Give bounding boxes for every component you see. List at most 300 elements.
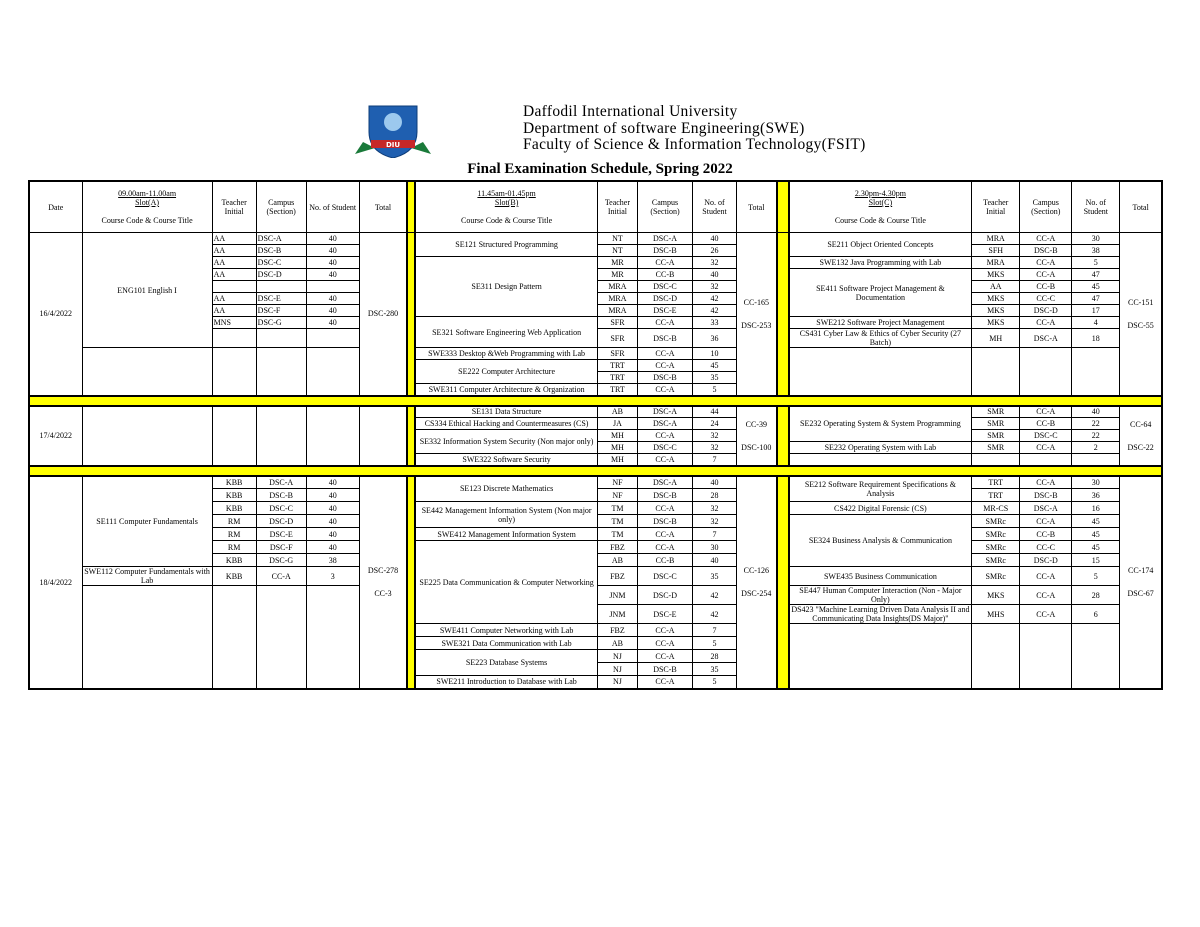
teacher-initial: RM (212, 528, 256, 541)
schedule-row (29, 233, 1162, 245)
teacher-initial: SMRc (972, 515, 1020, 528)
student-count: 30 (1072, 233, 1120, 245)
campus-section: CC-A (1020, 269, 1072, 281)
empty-cell (1020, 624, 1072, 689)
campus-section: CC-A (637, 360, 692, 372)
teacher-initial: AA (212, 305, 256, 317)
campus-section: DSC-B (256, 245, 306, 257)
empty-cell (82, 586, 212, 689)
separator (777, 406, 789, 466)
student-count: 40 (306, 305, 359, 317)
teacher-initial: MNS (212, 317, 256, 329)
course-title: SWE311 Computer Architecture & Organization (415, 384, 597, 396)
campus-section (256, 281, 306, 293)
student-count: 24 (693, 418, 737, 430)
campus-section: CC-B (1020, 418, 1072, 430)
campus-section: DSC-E (637, 605, 692, 624)
teacher-initial: RM (212, 541, 256, 554)
student-count: 40 (306, 489, 359, 502)
student-count: 40 (306, 269, 359, 281)
campus-section: DSC-D (256, 269, 306, 281)
empty-cell (972, 348, 1020, 396)
empty-cell (789, 624, 972, 689)
teacher-initial: NJ (597, 650, 637, 663)
empty-cell (1072, 624, 1120, 689)
teacher-initial: TM (597, 515, 637, 528)
teacher-initial: KBB (212, 489, 256, 502)
teacher-initial: TM (597, 528, 637, 541)
teacher-initial: SMR (972, 406, 1020, 418)
teacher-initial: NJ (597, 676, 637, 689)
campus-section: DSC-A (1020, 329, 1072, 348)
teacher-initial: AA (212, 269, 256, 281)
student-count: 7 (693, 528, 737, 541)
campus-section: CC-A (1020, 605, 1072, 624)
teacher-initial: NT (597, 245, 637, 257)
course-title: SWE112 Computer Fundamentals with Lab (82, 567, 212, 586)
campus-section: DSC-B (637, 329, 692, 348)
teacher-initial: MKS (972, 293, 1020, 305)
student-count: 7 (693, 454, 737, 466)
campus-section: DSC-C (637, 281, 692, 293)
course-title: SWE412 Management Information System (415, 528, 597, 541)
campus-section: CC-C (1020, 293, 1072, 305)
teacher-initial: AA (212, 233, 256, 245)
empty-cell (306, 586, 359, 689)
student-count: 32 (693, 442, 737, 454)
empty-cell (82, 348, 212, 396)
student-count: 40 (306, 541, 359, 554)
student-count: 35 (693, 663, 737, 676)
course-title: SWE322 Software Security (415, 454, 597, 466)
teacher-initial: AA (212, 293, 256, 305)
course-title: SWE132 Java Programming with Lab (789, 257, 972, 269)
teacher-initial: SMR (972, 418, 1020, 430)
teacher-initial: JA (597, 418, 637, 430)
campus-section: DSC-B (1020, 489, 1072, 502)
header-row (29, 181, 1162, 233)
student-count: 40 (693, 476, 737, 489)
teacher-initial: SMR (972, 442, 1020, 454)
student-count: 2 (1072, 442, 1120, 454)
student-count: 32 (693, 257, 737, 269)
teacher-initial: KBB (212, 567, 256, 586)
empty-cell (306, 406, 359, 466)
teacher-initial: MRA (597, 293, 637, 305)
course-title: ENG101 English I (82, 233, 212, 348)
student-count: 35 (693, 372, 737, 384)
campus-section: DSC-B (637, 663, 692, 676)
separator (777, 233, 789, 396)
schedule-row (29, 476, 1162, 489)
teacher-initial: MRA (972, 257, 1020, 269)
student-count: 18 (1072, 329, 1120, 348)
department-name: Department of software Engineering(SWE) (523, 119, 805, 137)
faculty-name: Faculty of Science & Information Technology(FSIT) (523, 136, 866, 153)
teacher-initial: JNM (597, 586, 637, 605)
slot-header: 09.00am-11.00am Slot(A) Course Code & Course Title (82, 181, 212, 233)
campus-section: DSC-A (637, 476, 692, 489)
teacher-initial: NF (597, 489, 637, 502)
student-count: 40 (693, 554, 737, 567)
course-title: SWE333 Desktop &Web Programming with Lab (415, 348, 597, 360)
student-count: 45 (1072, 528, 1120, 541)
slot-header: 11.45am-01.45pm Slot(B) Course Code & Course Title (415, 181, 597, 233)
student-count: 35 (693, 567, 737, 586)
slot-total: CC-39 DSC-100 (737, 406, 777, 466)
teacher-initial: TRT (972, 476, 1020, 489)
separator (407, 406, 415, 466)
teacher-initial: MH (597, 454, 637, 466)
campus-section: CC-A (637, 502, 692, 515)
student-count: 45 (1072, 541, 1120, 554)
campus-section: DSC-E (256, 293, 306, 305)
campus-section: DSC-B (637, 245, 692, 257)
teacher-initial: FBZ (597, 567, 637, 586)
teacher-initial: MKS (972, 269, 1020, 281)
empty-cell (306, 348, 359, 396)
date-header: Date (29, 181, 82, 233)
course-title: SWE411 Computer Networking with Lab (415, 624, 597, 637)
campus-section: DSC-B (637, 515, 692, 528)
campus-section: DSC-E (256, 528, 306, 541)
teacher-initial: TRT (597, 360, 637, 372)
course-title: SE324 Business Analysis & Communication (789, 515, 972, 567)
course-title: CS422 Digital Forensic (CS) (789, 502, 972, 515)
student-count: 42 (693, 305, 737, 317)
students-header: No. of Student (306, 181, 359, 233)
slot-total: CC-126 DSC-254 (737, 476, 777, 689)
schedule-row (29, 348, 1162, 360)
teacher-initial: MRA (597, 305, 637, 317)
student-count: 32 (693, 430, 737, 442)
student-count: 38 (306, 554, 359, 567)
teacher-initial: TRT (597, 384, 637, 396)
teacher-initial: AA (972, 281, 1020, 293)
teacher-initial: MKS (972, 586, 1020, 605)
course-title: CS431 Cyber Law & Ethics of Cyber Security (27 Batch) (789, 329, 972, 348)
total-header: Total (737, 181, 777, 233)
student-count (306, 281, 359, 293)
course-title: SE123 Discrete Mathematics (415, 476, 597, 502)
campus-section: DSC-D (637, 293, 692, 305)
student-count: 7 (693, 624, 737, 637)
student-count: 42 (693, 605, 737, 624)
teacher-initial: SFR (597, 348, 637, 360)
campus-section: DSC-C (637, 442, 692, 454)
empty-cell (1072, 348, 1120, 396)
student-count: 6 (1072, 605, 1120, 624)
campus-section: CC-B (1020, 528, 1072, 541)
student-count: 40 (306, 528, 359, 541)
student-count: 33 (693, 317, 737, 329)
course-title: SE447 Human Computer Interaction (Non - Major Only) (789, 586, 972, 605)
student-count: 5 (693, 676, 737, 689)
course-title: SWE211 Introduction to Database with Lab (415, 676, 597, 689)
teacher-initial: AB (597, 554, 637, 567)
total-header: Total (359, 181, 407, 233)
teacher-initial: SMR (972, 430, 1020, 442)
campus-section (256, 329, 306, 348)
student-count: 22 (1072, 418, 1120, 430)
campus-section: DSC-C (256, 257, 306, 269)
student-count: 40 (306, 476, 359, 489)
teacher-initial: TRT (972, 489, 1020, 502)
campus-section: CC-A (1020, 567, 1072, 586)
empty-cell (1072, 454, 1120, 466)
separator (777, 476, 789, 689)
campus-section: CC-B (1020, 281, 1072, 293)
campus-section: CC-A (637, 384, 692, 396)
campus-section: DSC-A (637, 418, 692, 430)
campus-section: DSC-A (637, 233, 692, 245)
svg-text:DIU: DIU (385, 141, 401, 149)
empty-cell (789, 454, 972, 466)
teacher-initial: KBB (212, 502, 256, 515)
teacher-initial: MRA (597, 281, 637, 293)
teacher-initial: FBZ (597, 624, 637, 637)
teacher-initial: MH (597, 442, 637, 454)
course-title: SE121 Structured Programming (415, 233, 597, 257)
course-title: SE223 Database Systems (415, 650, 597, 676)
campus-section: CC-A (637, 650, 692, 663)
student-count: 22 (1072, 430, 1120, 442)
student-count: 36 (693, 329, 737, 348)
course-title: SWE435 Business Communication (789, 567, 972, 586)
campus-section: CC-A (637, 541, 692, 554)
slot-total: CC-174 DSC-67 (1120, 476, 1162, 689)
course-title: SWE212 Software Project Management (789, 317, 972, 329)
campus-section: CC-C (1020, 541, 1072, 554)
students-header: No. of Student (693, 181, 737, 233)
slot-total: CC-165 DSC-253 (737, 233, 777, 396)
student-count: 5 (693, 637, 737, 650)
teacher-initial: NF (597, 476, 637, 489)
yellow-band (29, 396, 1162, 406)
student-count: 17 (1072, 305, 1120, 317)
campus-section: DSC-G (256, 317, 306, 329)
teacher-initial: JNM (597, 605, 637, 624)
teacher-initial: TRT (597, 372, 637, 384)
student-count: 30 (693, 541, 737, 554)
student-count: 28 (693, 489, 737, 502)
teacher-initial: MR-CS (972, 502, 1020, 515)
teacher-initial: MR (597, 257, 637, 269)
teacher-header: Teacher Initial (212, 181, 256, 233)
campus-section: CC-A (637, 348, 692, 360)
day-divider (29, 396, 1162, 406)
campus-section: CC-A (1020, 515, 1072, 528)
teacher-header: Teacher Initial (972, 181, 1020, 233)
student-count: 45 (1072, 515, 1120, 528)
empty-cell (256, 348, 306, 396)
campus-section: CC-A (1020, 317, 1072, 329)
student-count: 10 (693, 348, 737, 360)
campus-section: DSC-A (256, 233, 306, 245)
campus-section: DSC-D (1020, 554, 1072, 567)
campus-section: CC-A (637, 257, 692, 269)
campus-section: DSC-B (637, 372, 692, 384)
campus-section: CC-A (637, 454, 692, 466)
course-title: SE131 Data Structure (415, 406, 597, 418)
campus-section: DSC-A (637, 406, 692, 418)
student-count: 15 (1072, 554, 1120, 567)
campus-section: CC-A (637, 430, 692, 442)
student-count: 40 (693, 233, 737, 245)
student-count: 32 (693, 281, 737, 293)
slot-total: CC-64 DSC-22 (1120, 406, 1162, 466)
student-count: 44 (693, 406, 737, 418)
course-title: SE212 Software Requirement Specifications & Analysis (789, 476, 972, 502)
student-count: 45 (693, 360, 737, 372)
teacher-initial: NJ (597, 663, 637, 676)
empty-cell (82, 406, 212, 466)
empty-cell (212, 406, 256, 466)
slot-header: 2.30pm-4.30pm Slot(C) Course Code & Course Title (789, 181, 972, 233)
campus-section: CC-A (637, 624, 692, 637)
teacher-initial: KBB (212, 554, 256, 567)
teacher-initial: KBB (212, 476, 256, 489)
campus-section: CC-A (1020, 406, 1072, 418)
campus-section: DSC-C (256, 502, 306, 515)
empty-cell (212, 348, 256, 396)
students-header: No. of Student (1072, 181, 1120, 233)
campus-section: DSC-C (1020, 430, 1072, 442)
student-count: 32 (693, 515, 737, 528)
campus-header: Campus (Section) (1020, 181, 1072, 233)
student-count: 42 (693, 293, 737, 305)
student-count: 40 (1072, 406, 1120, 418)
student-count: 4 (1072, 317, 1120, 329)
campus-section: DSC-A (256, 476, 306, 489)
student-count: 32 (693, 502, 737, 515)
separator (407, 233, 415, 396)
campus-section: DSC-B (637, 489, 692, 502)
empty-cell (212, 586, 256, 689)
campus-section: DSC-G (256, 554, 306, 567)
student-count: 40 (306, 502, 359, 515)
exam-date: 16/4/2022 (29, 233, 82, 396)
campus-section: CC-A (637, 528, 692, 541)
campus-section: DSC-D (256, 515, 306, 528)
teacher-initial: AB (597, 637, 637, 650)
empty-cell (256, 586, 306, 689)
empty-cell (256, 406, 306, 466)
course-title: SE211 Object Oriented Concepts (789, 233, 972, 257)
teacher-initial: MR (597, 269, 637, 281)
course-title: DS423 "Machine Learning Driven Data Analysis II and Communicating Data Insights(DS Major)" (789, 605, 972, 624)
course-title: SE332 Information System Security (Non major only) (415, 430, 597, 454)
teacher-initial: SMRc (972, 528, 1020, 541)
teacher-initial: MKS (972, 305, 1020, 317)
campus-section: DSC-A (1020, 502, 1072, 515)
teacher-initial: SMRc (972, 554, 1020, 567)
student-count: 40 (693, 269, 737, 281)
student-count: 42 (693, 586, 737, 605)
course-title: SE442 Management Information System (Non major only) (415, 502, 597, 528)
teacher-initial: MKS (972, 317, 1020, 329)
student-count: 26 (693, 245, 737, 257)
total-header: Total (1120, 181, 1162, 233)
teacher-initial: AA (212, 245, 256, 257)
course-title: SE222 Computer Architecture (415, 360, 597, 384)
campus-section: CC-A (637, 317, 692, 329)
campus-section: DSC-E (637, 305, 692, 317)
teacher-initial: RM (212, 515, 256, 528)
separator (407, 476, 415, 689)
exam-title: Final Examination Schedule, Spring 2022 (467, 161, 733, 177)
campus-section: DSC-B (1020, 245, 1072, 257)
campus-section: DSC-B (256, 489, 306, 502)
campus-section: CC-A (1020, 257, 1072, 269)
student-count: 38 (1072, 245, 1120, 257)
teacher-initial: MHS (972, 605, 1020, 624)
campus-section: DSC-D (1020, 305, 1072, 317)
campus-section: CC-A (637, 637, 692, 650)
exam-date: 17/4/2022 (29, 406, 82, 466)
campus-section: CC-B (637, 269, 692, 281)
student-count: 3 (306, 567, 359, 586)
student-count: 40 (306, 233, 359, 245)
day-divider (29, 466, 1162, 476)
university-logo-icon (355, 102, 431, 158)
campus-section: CC-A (1020, 233, 1072, 245)
course-title: SE232 Operating System with Lab (789, 442, 972, 454)
teacher-initial: NT (597, 233, 637, 245)
student-count: 28 (693, 650, 737, 663)
course-title: SE321 Software Engineering Web Application (415, 317, 597, 348)
teacher-initial: SMRc (972, 541, 1020, 554)
campus-section: DSC-D (637, 586, 692, 605)
slot-total: DSC-278 CC-3 (359, 476, 407, 689)
course-title: SWE321 Data Communication with Lab (415, 637, 597, 650)
letterhead (355, 100, 975, 158)
teacher-initial (212, 281, 256, 293)
separator (777, 181, 789, 233)
campus-section: DSC-C (637, 567, 692, 586)
campus-section: CC-A (1020, 442, 1072, 454)
student-count: 40 (306, 257, 359, 269)
student-count: 40 (306, 245, 359, 257)
teacher-initial: TM (597, 502, 637, 515)
course-title: SE311 Design Pattern (415, 257, 597, 317)
student-count: 45 (1072, 281, 1120, 293)
course-title: SE225 Data Communication & Computer Networking (415, 541, 597, 624)
student-count: 28 (1072, 586, 1120, 605)
empty-cell (789, 348, 972, 396)
student-count (306, 329, 359, 348)
student-count: 40 (306, 515, 359, 528)
teacher-initial: SFR (597, 329, 637, 348)
student-count: 40 (306, 317, 359, 329)
student-count: 5 (1072, 567, 1120, 586)
student-count: 30 (1072, 476, 1120, 489)
teacher-initial: SMRc (972, 567, 1020, 586)
campus-section: DSC-F (256, 305, 306, 317)
student-count: 5 (693, 384, 737, 396)
campus-section: CC-A (637, 676, 692, 689)
slot-total: CC-151 DSC-55 (1120, 233, 1162, 396)
exam-date: 18/4/2022 (29, 476, 82, 689)
university-name: Daffodil International University (523, 103, 738, 120)
teacher-initial (212, 329, 256, 348)
course-title: CS334 Ethical Hacking and Countermeasures (CS) (415, 418, 597, 430)
course-title: SE111 Computer Fundamentals (82, 476, 212, 567)
teacher-header: Teacher Initial (597, 181, 637, 233)
teacher-initial: MH (972, 329, 1020, 348)
teacher-initial: AB (597, 406, 637, 418)
teacher-initial: FBZ (597, 541, 637, 554)
